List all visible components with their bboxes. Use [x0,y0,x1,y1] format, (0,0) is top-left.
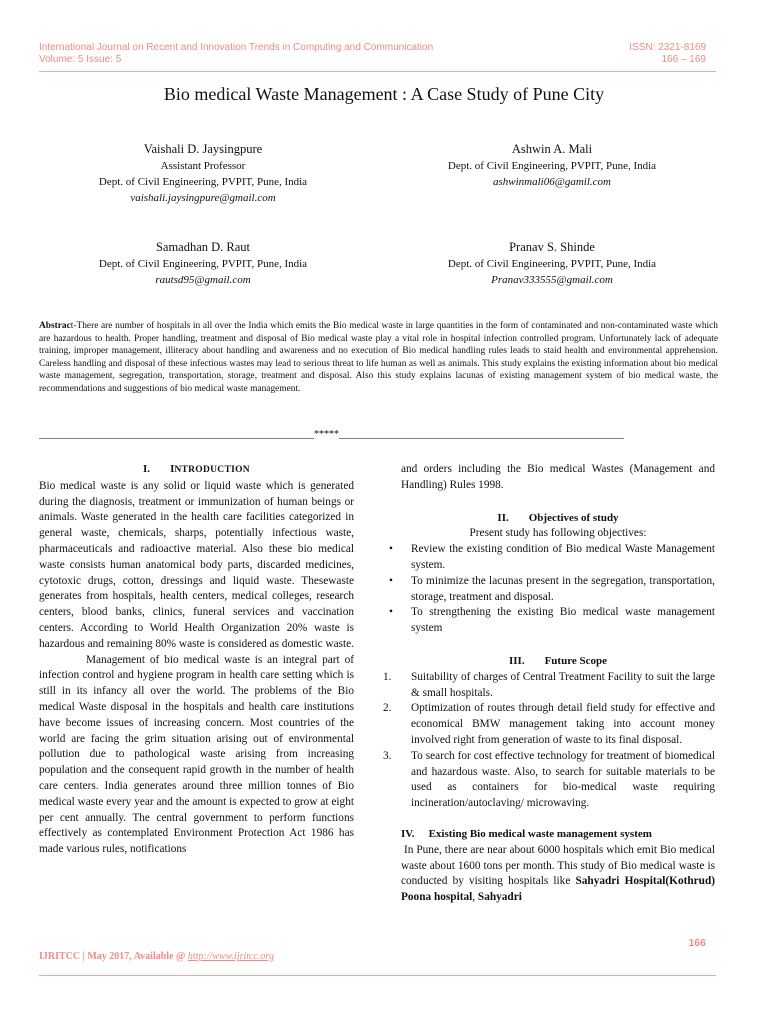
abstract [39,320,718,396]
intro-paragraph-2: Management of bio medical waste is an integral part of infection control and hygiene program in health care setting which is still in its infancy all over the world. The problems of the Bio medical Waste disposal in the hospitals and health care institutions have become issues of increasing concern. Most countries of the world are facing the grim situation arising out of environmental pollution due to pathological waste arising from increasing population and the consequent rapid growth in the number of health care centers. India generates around three million tonnes of Bio medical waste every year and the amount is expected to grow at eight per cent annually. The central government to perform functions effectively as contemplated Environment Protection Act 1986 has made various rules, notifications [39,653,354,856]
page-number: 166 [688,937,706,949]
section-heading-introduction: I. INTRODUCTION [143,463,250,475]
abstract-separator: _______________________________________________________*****_________________________________________________________ [39,429,624,440]
existing-system-paragraph: In Pune, there are near about 6000 hospitals which emit Bio medical waste about 1600 tons per month. This study of Bio medical waste is conducted by visiting hospitals like Sahyadri Hospital(Kothrud) Poona hospital, Sahyadri [401,843,715,904]
journal-issn: ISSN: 2321-8169 [629,42,706,53]
list-item: 3. To search for cost effective technology for treatment of biomedical and hazardous waste. Also, to search for suitable materials to be used as containers for bio-medical waste requiring incineration/autoclaving/ microwaving. [383,749,715,810]
author-email: rautsd95@gmail.com [155,274,251,286]
footer-text: IJRITCC | May 2017, Available @ http://www.ijritcc.org [39,951,274,962]
journal-pages: 166 – 169 [661,54,706,65]
list-item: • Review the existing condition of Bio medical Waste Management system. [383,542,715,574]
list-item: • To strengthening the existing Bio medical waste management system [383,605,715,637]
bullet-icon: • [389,606,393,619]
list-item: 2. Optimization of routes through detail field study for effective and economical BMW management taking into account money involved right from generation of waste to its final disposal. [383,702,715,746]
author-dept: Dept. of Civil Engineering, PVPIT, Pune, India [98,258,308,270]
list-item: • To minimize the lacunas present in the segregation, transportation, storage, treatment and disposal. [383,574,715,606]
journal-name: International Journal on Recent and Innovation Trends in Computing and Communication [39,42,434,53]
author-block-1 [48,140,358,206]
section-heading-objectives: II. Objectives of study [497,511,619,524]
paper-title: Bio medical Waste Management : A Case Study of Pune City [163,84,605,104]
abstract-label: Abstrac [39,321,71,331]
intro-paragraph-1: Bio medical waste is any solid or liquid waste which is generated during the diagnosis, treatment or immunization of human beings or animals. Waste generated in the health care facilities categorized in general waste, chemicals, sharps, potentially infectious waste, pharmaceuticals and radioactive material. Also these bio medical waste consists human anatomical body parts, discarded medicines, cytotoxic drugs, cotton, dressings and liquid waste. Thesewaste generates from hospitals, health centers, medical colleges, research centers, blood banks, clinics, funeral services and vaccination centers. According to World Health Organization 20% waste is hazardous and remaining 80% waste is considered as domestic waste. [39,479,354,650]
author-name: Ashwin A. Mali [511,142,593,156]
journal-website-link[interactable]: http://www.ijritcc.org [187,951,274,962]
journal-issn-block [629,42,706,66]
bullet-icon: • [389,574,393,587]
author-dept: Dept. of Civil Engineering, PVPIT, Pune, India [447,160,657,172]
abstract-text: t-There are number of hospitals in all over the India which emits the Bio medical waste in large quantities in the form of contaminated and non-contaminated waste which are hazardous to health. Proper handling, treatment and disposal of Bio medical waste play a vital role in hospital infection controlled program. Unfortunately lack of adequate training, improper management, illiteracy about handling and awareness and no execution of Bio medical handling rules leads to staid health and environmental apprehension. Careless handling and disposal of these infectious wastes may lead to serious threat to life human as well as animals. This study explains the existing information about bio medical waste management, segregation, transportation, storage, treatment and disposal. Also this study explains lacunas of existing management system of bio medical waste, the recommendations and suggestions of bio medical waste management. [39,321,718,394]
section-number: I. [143,463,151,475]
footer-divider [39,975,716,976]
intro-paragraph-2-continued: and orders including the Bio medical Wastes (Management and Handling) Rules 1998. [401,463,715,491]
right-column [383,462,715,906]
author-name: Pranav S. Shinde [509,240,595,254]
author-email: vaishali.jaysingpure@gmail.com [130,192,276,204]
author-name: Samadhan D. Raut [155,240,251,254]
journal-header [39,42,706,66]
author-email: Pranav333555@gmail.com [491,274,613,286]
author-dept: Dept. of Civil Engineering, PVPIT, Pune, India [447,258,657,270]
list-item: 1. Suitability of charges of Central Treatment Facility to suit the large & small hospitals. [383,670,715,699]
bullet-icon: • [389,543,393,556]
author-block-4 [397,238,707,288]
header-divider [39,71,716,72]
objectives-intro: Present study has following objectives: [469,527,647,540]
section-heading-future-scope: III. Future Scope [508,654,608,667]
section-heading-existing-system: IV. Existing Bio medical waste management system [401,827,652,840]
author-name: Vaishali D. Jaysingpure [143,142,263,156]
author-email: ashwinmali06@gamil.com [493,176,611,188]
author-block-2 [397,140,707,190]
author-block-3 [48,238,358,288]
left-column [39,462,354,858]
author-role: Assistant Professor [160,160,246,172]
journal-volume: Volume: 5 Issue: 5 [39,54,122,65]
author-dept: Dept. of Civil Engineering, PVPIT, Pune, India [98,176,308,188]
